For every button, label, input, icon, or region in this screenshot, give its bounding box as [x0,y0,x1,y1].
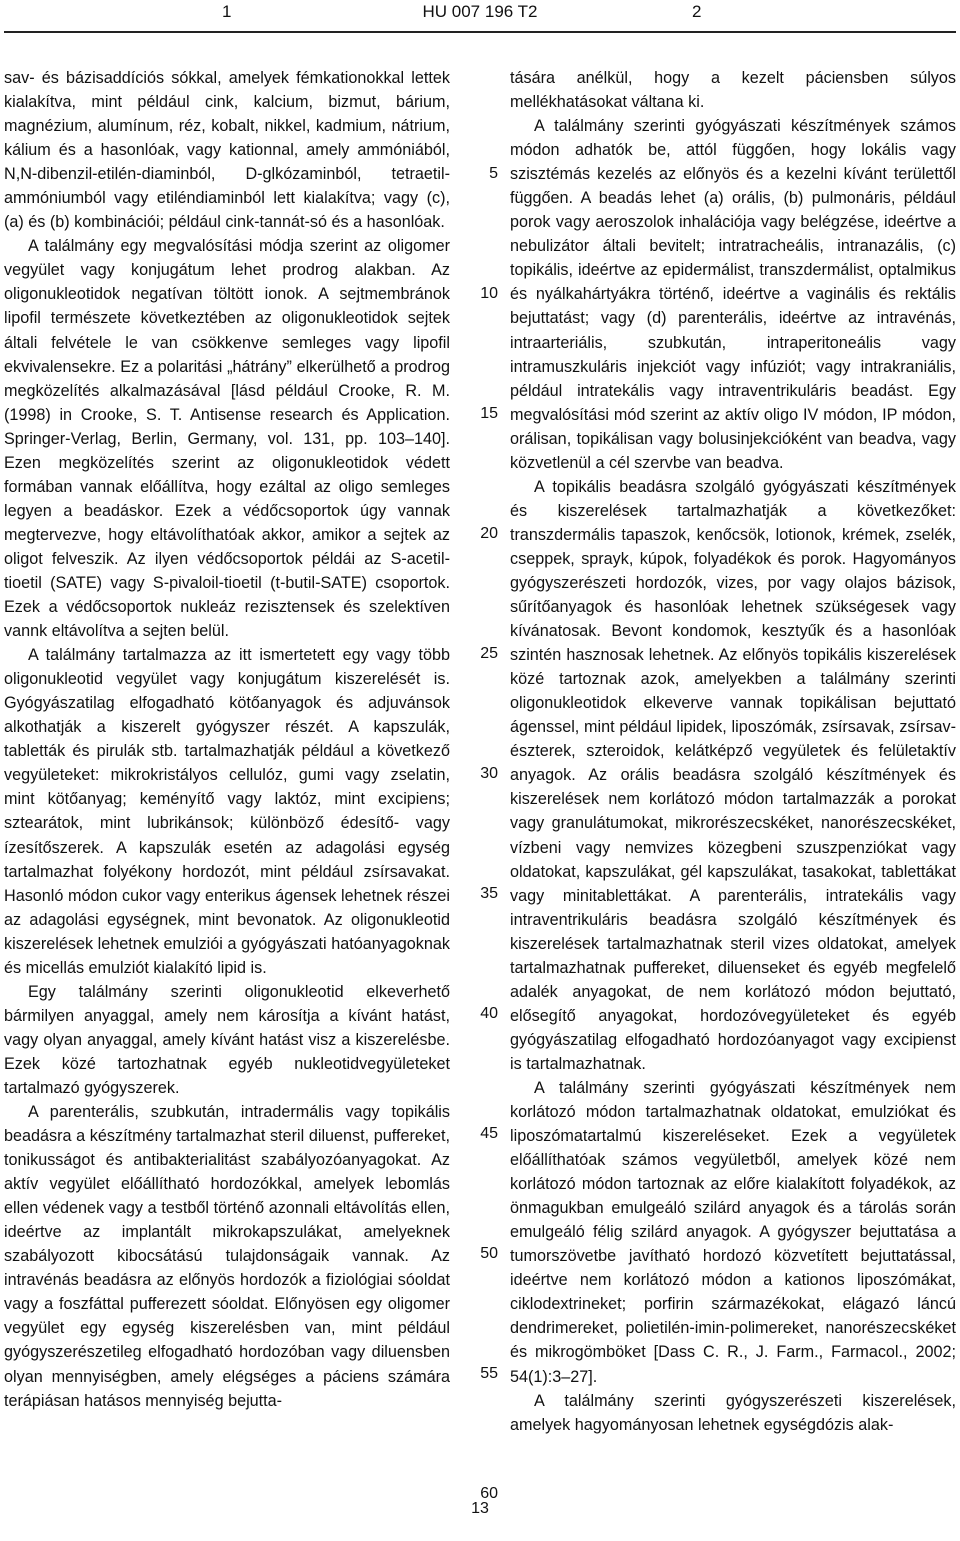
page-footer [0,1500,960,1518]
line-number: 55 [480,1365,498,1382]
line-number: 25 [480,645,498,662]
page-number-right: 2 [692,2,702,21]
paragraph: Egy találmány szerinti oligonukleotid elkeverhető bármilyen anyaggal, amely nem károsítja a kívánt hatást, vagy olyan anyaggal, amely kívánt hatást visz a kiszerelésbe. Ezek közé tartozhatnak egyéb nukleotidvegyületeket tartalmazó gyógyszerek. [4,982,450,1097]
line-number: 50 [480,1245,498,1262]
paragraph: A találmány szerinti gyógyászati készítmények számos módon adhatók be, attól függően, hogy lokális vagy szisztémás kezelés az előnyös és a kezelni kívánt területtől függően. A beadás lehet (a) orális, (b) pulmonáris, például porok vagy aeroszolok inhalációja vagy belégzése, ideértve a nebulizátor általi bevitelt; intratracheális, intranazális, (c) topikális, ideértve az epidermálist, transzdermálist, optalmikus és nyálkahártyákra történő, ideértve a vaginális és rektális bejuttatást; vagy (d) parenterális, ideértve az intravénás, intraarteriális, szubkután, intraperitoneális vagy intramuszkuláris injekciót vagy infúziót; vagy intrakraniális, például intratekális vagy intraventrikuláris beadást. Egy megvalósítási mód szerint az aktív oligo IV módon, IP módon, orálisan, topikálisan vagy bolusinjekcióként van beadva, vagy közvetlenül a cél szervbe van beadva. [510,117,956,472]
line-number: 20 [480,525,498,542]
line-number: 10 [480,285,498,302]
document-id: HU 007 196 T2 [422,2,538,21]
header-rule [4,31,956,33]
paragraph: A találmány szerinti gyógyászati készítmények nem korlátozó módon tartalmazhatnak oldatokat, emulziókat és liposzómatartalmú kiszereléseket. Ezek a vegyületek előállíthatóak számos vegyületből, amelyek közé nem korlátozó módon tartoznak az előre kialakított folyadékok, az önmagukban emulgeáló szilárd anyagok és a tárolás során emulgeáló félig szilárd anyagok. A gyógyszer bejuttatása a tumorszövetbe javítható hordozó közvetített bejuttatással, ideértve nem korlátozó módon a kationos liposzómákat, ciklodextrineket; porfirin származékokat, elágazó láncú dendrimereket, polietilén-imin-polimereket, nanorészecskéket és mikrogömböket [Dass C. R., J. Farm., Farmacol., 2002; 54(1):3–27]. [510,1078,956,1386]
line-number: 60 [480,1485,498,1502]
line-number: 40 [480,1005,498,1022]
line-number: 45 [480,1125,498,1142]
paragraph: tására anélkül, hogy a kezelt páciensben súlyos mellékhatásokat váltana ki. [510,69,956,112]
page-number-left: 1 [222,2,232,21]
right-column [510,66,956,1437]
paragraph: A találmány szerinti gyógyszerészeti kiszerelések, amelyek hagyományosan lehetnek egységdózis alak- [510,1391,956,1434]
line-number-gutter [462,66,498,1526]
page-header [0,0,960,30]
paragraph: A találmány egy megvalósítási módja szerint az oligomer vegyület vagy konjugátum lehet prodrog alakban. Az oligonukleotidok negatívan töltött ionok. A sejtmembránok lipofil természete következtében az oligonukleotidok sejtek általi felvétele le van csökkenve semleges vagy lipofil ekvivalensekre. Ez a polaritási „hátrány” elkerülhető a prodrog megközelítés alkalmazásával [lásd például Crooke, R. M. (1998) in Crooke, S. T. Antisense research és Application. Springer-Verlag, Berlin, Germany, vol. 131, pp. 103–140]. Ezen megközelítés szerint az oligonukleotidok védett formában vannak előállítva, hogy ezáltal az oligo semleges legyen a beadáskor. Ezek a védőcsoportok úgy vannak megtervezve, hogy eltávolíthatóak akkor, amikor a sejtek az oligot felveszik. Az ilyen védőcsoportok példái az S-acetil-tioetil (SATE) vagy S-pivaloil-tioetil (t-butil-SATE) csoportok. Ezek a védőcsoportok nukleáz rezisztensek és szelektíven vannk eltávolítva a sejten belül. [4,237,450,641]
line-number: 5 [489,165,498,182]
line-number: 15 [480,405,498,422]
paragraph: A találmány tartalmazza az itt ismertetett egy vagy több oligonukleotid vegyület vagy konjugátum kiszerelését is. Gyógyászatilag elfogadható kötőanyagok és adjuvánsok alkothatják a kiszerelt gyógyszer részét. A kapszulák, tabletták és pirulák stb. tartalmazhatják például a következő vegyületeket: mikrokristályos cellulóz, gumi vagy zselatin, mint kötőanyag; keményítő vagy laktóz, mint excipiens; sztearátok, mint lubrikánsok; különböző édesítő- vagy ízesítőszerek. A kapszulák esetén az adagolási egység tartalmazhat folyékony hordozót, mint például zsírsavakat. Hasonló módon cukor vagy enterikus ágensek lehetnek részei az adagolási egységnek, mint bevonatok. Az oligonukleotid kiszerelések lehetnek emulziói a gyógyászati hatóanyagoknak és micellás emulziót kialakító lipid is. [4,646,450,977]
line-number: 30 [480,765,498,782]
line-number: 35 [480,885,498,902]
paragraph: sav- és bázisaddíciós sókkal, amelyek fémkationokkal lettek kialakítva, mint például cink, kalcium, bizmut, bárium, magnézium, alumínum, réz, kobalt, nikkel, kadmium, nátrium, kálium és a hasonlóak, vagy kationnal, amely ammóniából, N,N-dibenzil-etilén-diaminból, D-glkózaminból, tetraetil-ammóniumból vagy etiléndiaminból lett kialakítva; vagy (c), (a) és (b) kombinációi; például cink-tannát-só és a hasonlóak. [4,69,450,232]
footer-page-number: 13 [471,1500,489,1517]
paragraph: A parenterális, szubkután, intradermális vagy topikális beadásra a készítmény tartalmazhat steril diluenst, puffereket, tonikusságot és antibakterialitást szabályozóanyagokat. Az aktív vegyület előállítható hordozókkal, amelyek lebomlás ellen védenek vagy a testből történő azonnali eltávolítás ellen, ideértve az implantált mikrokapszulákat, amelyeknek szabályozott kibocsátású tulajdonságaik vannak. Az intravénás beadásra az előnyös hordozók a fiziológiai sóoldat vagy a foszfáttal pufferezett sóoldat. Előnyösen egy oligomer vegyület egy egység kiszerelésben van, mint például gyógyszerészetileg elfogadható hordozóban vagy diluensben olyan mennyiségben, amely elégséges a páciens számára terápiásan hatásos mennyiség bejutta- [4,1103,450,1410]
paragraph: A topikális beadásra szolgáló gyógyászati készítmények és kiszerelések tartalmazhatják a következőket: transzdermális tapaszok, kenőcsök, lotionok, krémek, zselék, cseppek, sprayk, kúpok, folyadékok és porok. Hagyományos gyógyszerészeti hordozók, vizes, por vagy olajos bázisok, sűrítőanyagok és hasonlóak lehetnek szükségesek vagy kívánatosak. Bevont kondomok, kesztyűk és a hasonlóak szintén hasznosak lehetnek. Az előnyös topikális kiszerelések közé tartoznak azok, amelyekben a találmány szerinti oligonukleotidok elkeverve vannak topikálisan bejuttató ágenssel, mint például lipidek, liposzómák, zsírsavak, zsírsav-észterek, szteroidok, kelátképző vegyületek és felületaktív anyagok. Az orális beadásra szolgáló készítmények és kiszerelések nem korlátozó módon tartalmazzák a porokat vagy granulátumokat, mikrorészecskéket, nanorészecskéket, vízbeni vagy nemvizes közegbeni szuszpenziókat vagy oldatokat, kapszulákat, gél kapszulákat, tasakokat, tablettákat vagy minitablettákat. A parenterális, intratekális vagy intraventrikuláris beadásra szolgáló készítmények és kiszerelések tartalmazhatnak steril vizes oldatokat, amelyek tartalmazhatnak puffereket, diluenseket és egyéb megfelelő adalék anyagokat, de nem korlátozó módon bejuttató, elősegítő anyagokat, hordozóvegyületeket és egyéb gyógyászatilag elfogadható hordozóanyagot vagy excipienst is tartalmazhatnak. [510,477,956,1073]
left-column [4,66,450,1413]
